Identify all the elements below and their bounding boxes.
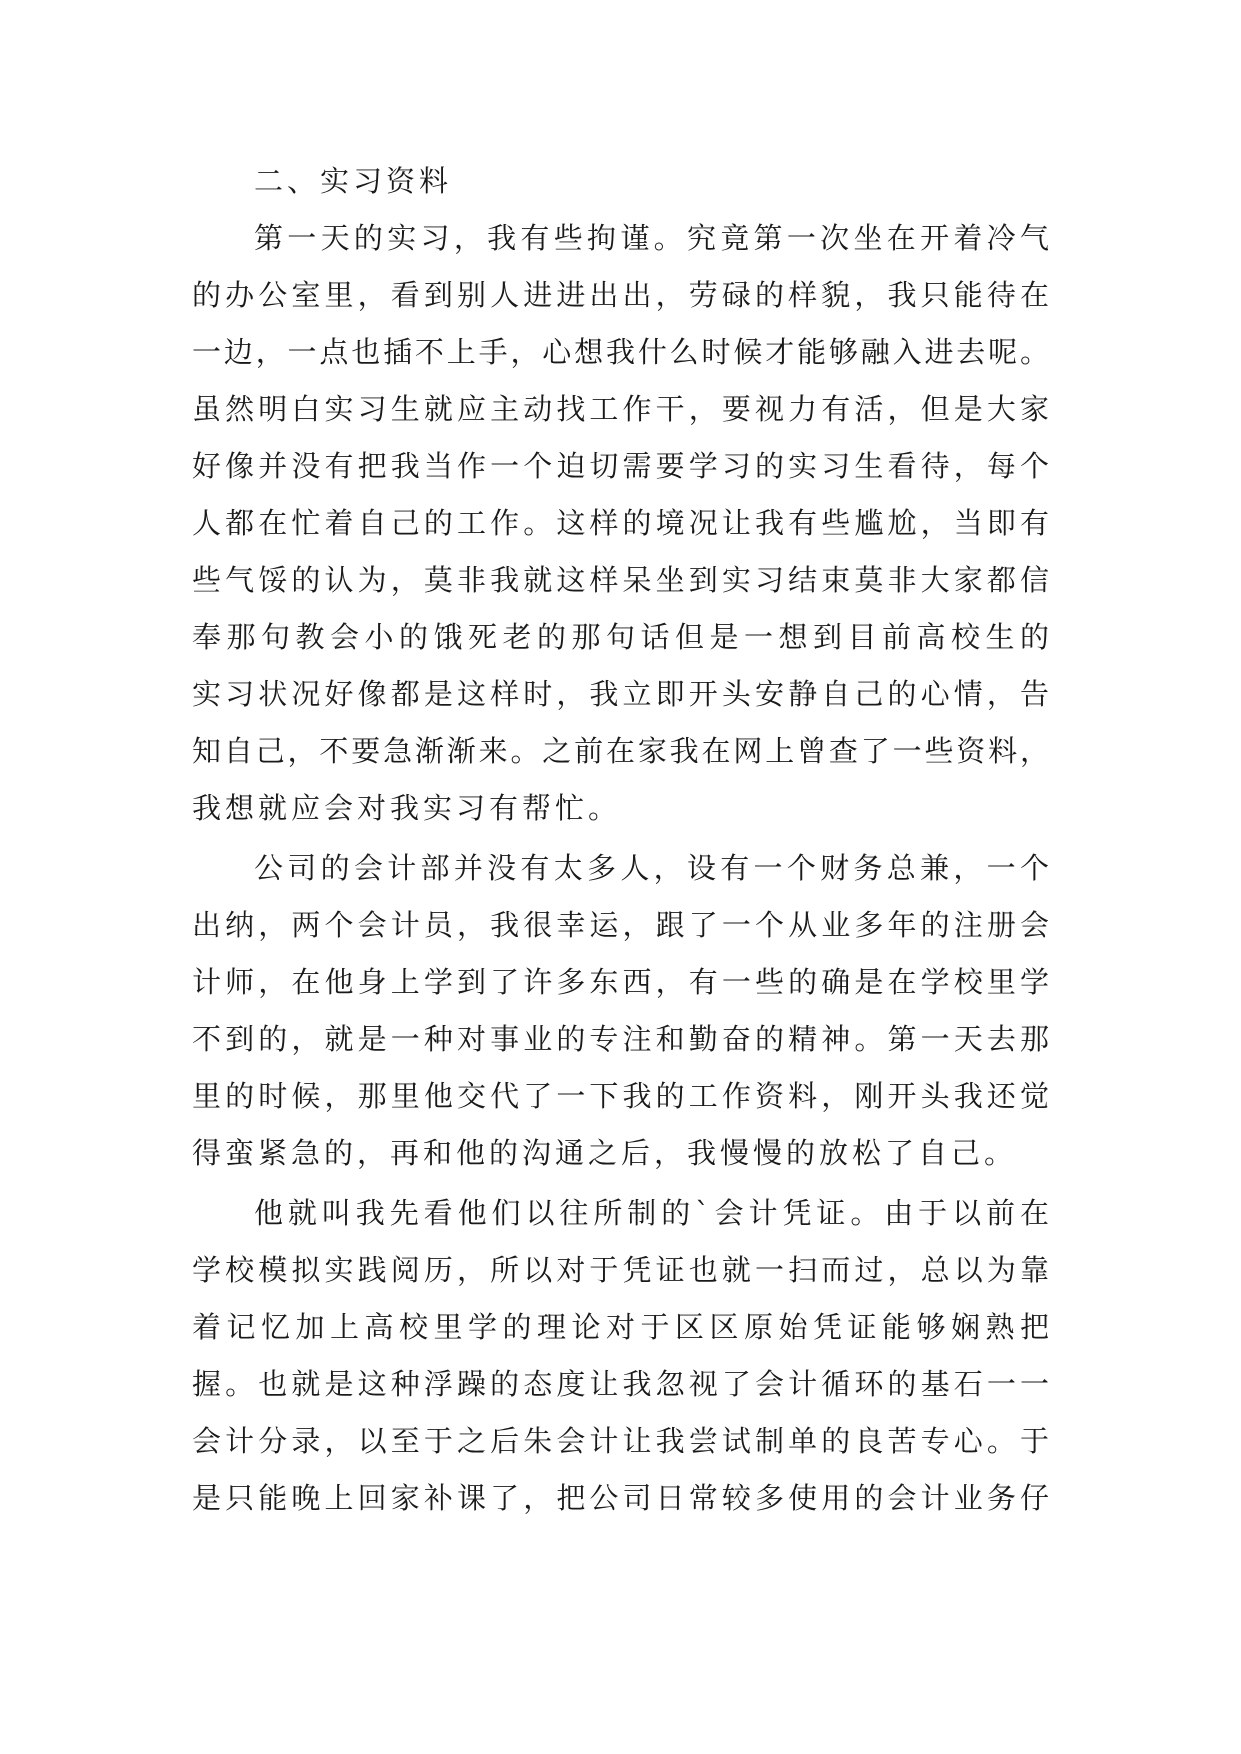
paragraph-2-line-4: 不到的，就是一种对事业的专注和勤奋的精神。第一天去那 (192, 1022, 1049, 1056)
paragraph-1-line-3: 一边，一点也插不上手，心想我什么时候才能够融入进去呢。 (192, 335, 1049, 369)
paragraph-2-line-2: 出纳，两个会计员，我很幸运，跟了一个从业多年的注册会 (192, 908, 1049, 942)
paragraph-3-line-5: 会计分录，以至于之后朱会计让我尝试制单的良苦专心。于 (192, 1424, 1049, 1458)
paragraph-3-line-2: 学校模拟实践阅历，所以对于凭证也就一扫而过，总以为靠 (192, 1253, 1049, 1287)
paragraph-1-line-4: 虽然明白实习生就应主动找工作干，要视力有活，但是大家 (192, 392, 1049, 426)
paragraph-1-line-10: 知自己，不要急渐渐来。之前在家我在网上曾查了一些资料， (192, 734, 1049, 768)
paragraph-1-line-2: 的办公室里，看到别人进进出出，劳碌的样貌，我只能待在 (192, 278, 1049, 312)
paragraph-1-line-6: 人都在忙着自己的工作。这样的境况让我有些尴尬，当即有 (192, 506, 1049, 540)
section-heading: 二、实习资料 (254, 164, 453, 198)
paragraph-3-line-1: 他就叫我先看他们以往所制的`会计凭证。由于以前在 (254, 1196, 1049, 1230)
paragraph-1-line-11: 我想就应会对我实习有帮忙。 (192, 791, 622, 825)
paragraph-3-line-3: 着记忆加上高校里学的理论对于区区原始凭证能够娴熟把 (192, 1310, 1049, 1344)
paragraph-3-line-6: 是只能晚上回家补课了，把公司日常较多使用的会计业务仔 (192, 1481, 1049, 1515)
paragraph-3-line-4: 握。也就是这种浮躁的态度让我忽视了会计循环的基石一一 (192, 1367, 1049, 1401)
paragraph-2-line-5: 里的时候，那里他交代了一下我的工作资料，刚开头我还觉 (192, 1079, 1049, 1113)
paragraph-2-line-1: 公司的会计部并没有太多人，设有一个财务总兼，一个 (254, 851, 1049, 885)
paragraph-2-line-6: 得蛮紧急的，再和他的沟通之后，我慢慢的放松了自己。 (192, 1136, 1018, 1170)
paragraph-1-line-8: 奉那句教会小的饿死老的那句话但是一想到目前高校生的 (192, 620, 1049, 654)
paragraph-1-line-9: 实习状况好像都是这样时，我立即开头安静自己的心情，告 (192, 677, 1049, 711)
paragraph-1-line-5: 好像并没有把我当作一个迫切需要学习的实习生看待，每个 (192, 449, 1049, 483)
paragraph-1-line-1: 第一天的实习，我有些拘谨。究竟第一次坐在开着冷气 (254, 221, 1049, 255)
paragraph-2-line-3: 计师，在他身上学到了许多东西，有一些的确是在学校里学 (192, 965, 1049, 999)
paragraph-1-line-7: 些气馁的认为，莫非我就这样呆坐到实习结束莫非大家都信 (192, 563, 1049, 597)
